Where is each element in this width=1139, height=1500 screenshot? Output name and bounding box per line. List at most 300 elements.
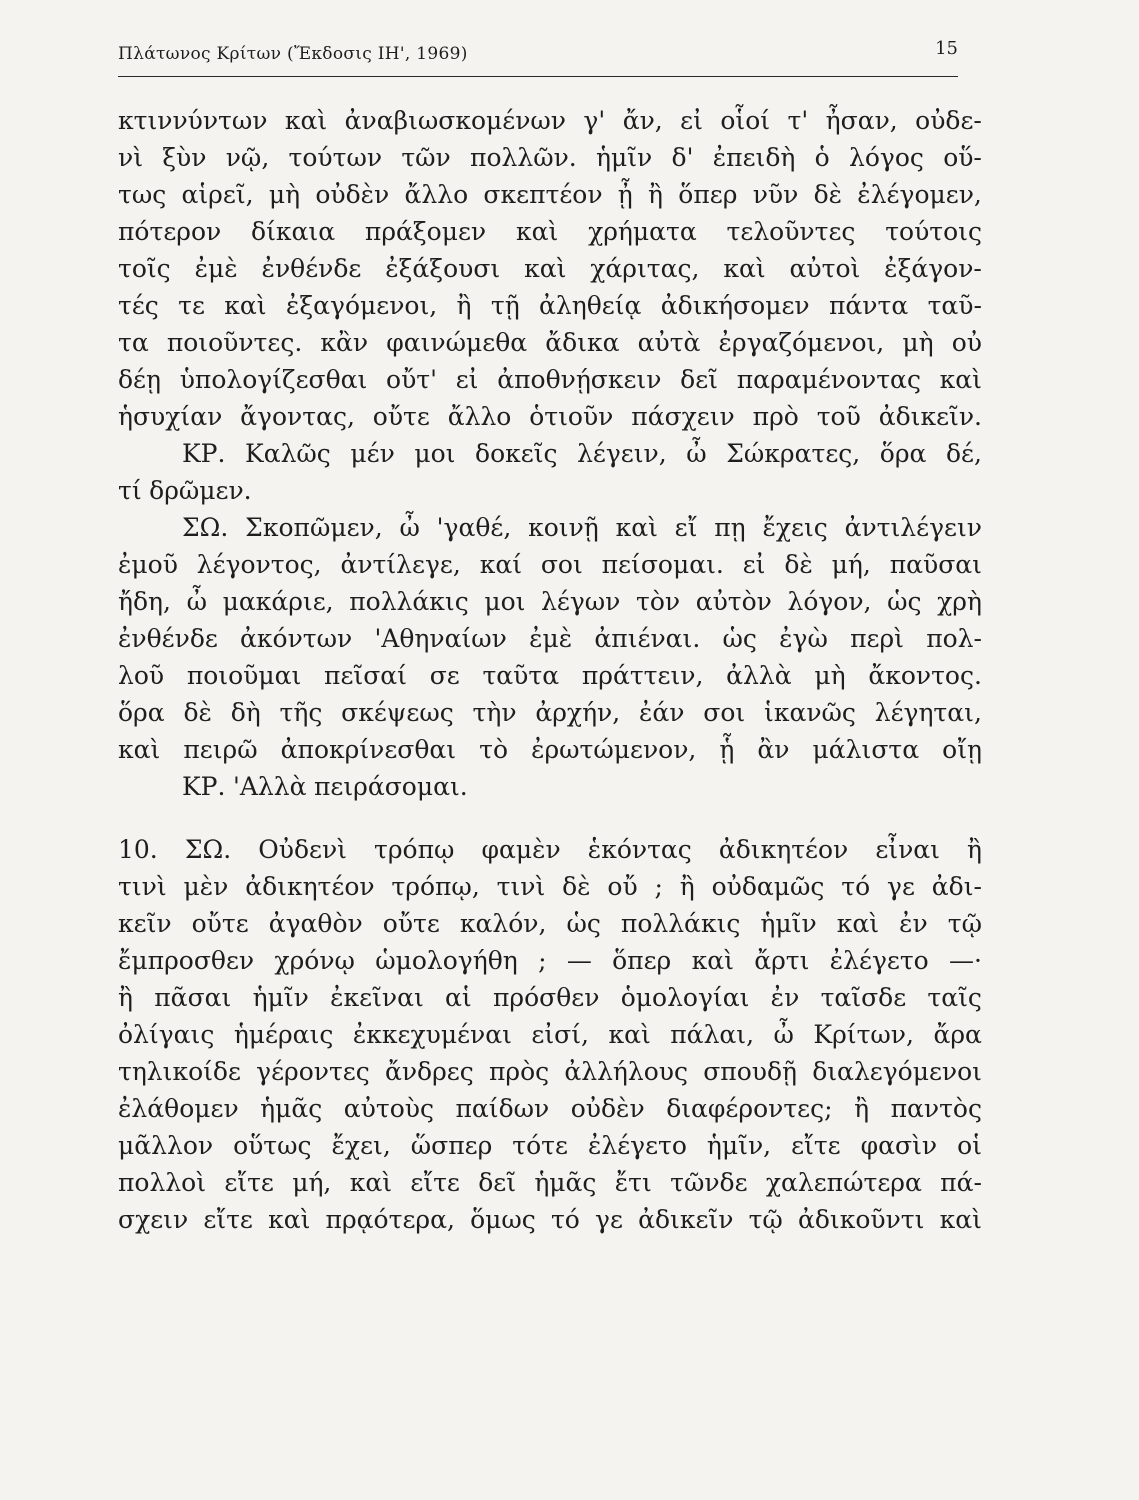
word: ἔχει, [331, 1131, 391, 1160]
text-line [118, 768, 982, 805]
word: ἐκκεχυμέναι [352, 1020, 512, 1049]
word: ΚΡ. [182, 772, 226, 801]
word: ὡμολογήθη [375, 946, 518, 975]
word: δεῖ [680, 365, 718, 394]
word: οὔτ' [386, 365, 437, 394]
word: τῶνδε [670, 1168, 748, 1197]
word: ἀκόντων [240, 624, 353, 653]
word: σχειν [118, 1205, 189, 1234]
word: οὔτε [382, 909, 440, 938]
word: μή, [292, 1168, 332, 1197]
word: αἱ [445, 983, 472, 1012]
word: ἄλλο [404, 180, 469, 209]
word: ὥσπερ [410, 1131, 493, 1160]
word: ἀγαθὸν [268, 909, 363, 938]
word: εἴτε [791, 1131, 841, 1160]
word: χρόνῳ [274, 946, 355, 975]
word: ὅπερ [678, 180, 738, 209]
word: τῷ [748, 1205, 783, 1234]
word: ξὺν [162, 143, 207, 172]
header-rule [118, 76, 958, 77]
word: οὐδὲν [570, 1094, 645, 1123]
word: κτιννύντων [118, 106, 268, 135]
word: τούτων [288, 143, 383, 172]
word: σπουδῇ [703, 1057, 797, 1086]
word: ὅμως [470, 1205, 536, 1234]
word: 10. [118, 835, 158, 864]
paragraph-gap [118, 805, 982, 831]
text-line [118, 731, 982, 768]
text-line [118, 435, 982, 472]
word: ὀλίγαις [118, 1020, 215, 1049]
word: τ' [787, 106, 809, 135]
word: ἐξάγον- [884, 254, 982, 283]
text-line [118, 176, 982, 213]
word: ; [538, 946, 547, 975]
word: ἀρχήν, [535, 698, 621, 727]
word: πᾶσαι [154, 983, 232, 1012]
word: καὶ [118, 735, 161, 764]
word: πότερον [118, 217, 222, 246]
word: διαλεγόμενοι [812, 1057, 982, 1086]
word: εἶναι [875, 835, 940, 864]
word: κἂν [320, 328, 369, 357]
word: ὦ [773, 1020, 794, 1049]
text-line [118, 361, 982, 398]
word: οὕτως [233, 1131, 312, 1160]
word: πάντα [828, 291, 909, 320]
text-line [118, 213, 982, 250]
word: ἐνθένδε [261, 254, 362, 283]
word: Κρίτων, [813, 1020, 914, 1049]
word: φασὶν [860, 1131, 938, 1160]
word: φαμὲν [481, 835, 561, 864]
paragraph [118, 509, 982, 768]
word: σοι [540, 550, 583, 579]
word: ἄκοντος. [868, 661, 982, 690]
word: εἰ [680, 106, 703, 135]
word: 'γαθέ, [436, 513, 512, 542]
word: οἱ [957, 1131, 982, 1160]
word: αὐτοὶ [789, 254, 861, 283]
word: τινὶ [496, 872, 546, 901]
word: τί [118, 476, 142, 505]
word: λόγον, [787, 587, 872, 616]
word: ἀποθνῄσκειν [497, 365, 662, 394]
word: καὶ [284, 106, 328, 135]
word: νῦν [752, 180, 799, 209]
word: ἱκανῶς [764, 698, 856, 727]
text-line [118, 905, 982, 942]
text-line [118, 1090, 982, 1127]
word: δὴ [230, 698, 261, 727]
word: ὁτιοῦν [529, 402, 614, 431]
word: ᾖ [617, 180, 633, 209]
word: καὶ [608, 1020, 651, 1049]
word: τῇ [490, 291, 520, 320]
text-line [118, 250, 982, 287]
word: ποιοῦμαι [186, 661, 302, 690]
word: εἴτε [203, 1205, 253, 1234]
word: ἡμῖν, [706, 1131, 772, 1160]
word: λόγος [849, 143, 924, 172]
word: ΣΩ. [184, 835, 232, 864]
word: τελοῦντες [726, 217, 856, 246]
word: ἡμᾶς [534, 1168, 597, 1197]
word: ἐμὲ [529, 624, 573, 653]
word: ἡμῖν [760, 909, 817, 938]
word: πάσχειν [631, 402, 735, 431]
word: μάλιστα [812, 735, 920, 764]
word: ; [654, 872, 663, 901]
word: καὶ [723, 254, 766, 283]
word: ταῖσδε [820, 983, 907, 1012]
word: σε [429, 661, 460, 690]
word: ἀντιλέγειν [844, 513, 982, 542]
word: ἀδικοῦντι [797, 1205, 925, 1234]
word: ἦσαν, [825, 106, 898, 135]
word: οὐδαμῶς [711, 872, 825, 901]
word: τῷ [947, 909, 982, 938]
word: ὦ [399, 513, 420, 542]
word: ἐργαζόμενοι, [718, 328, 885, 357]
word: καλόν, [459, 909, 547, 938]
word: καὶ [691, 946, 734, 975]
word: πά- [940, 1168, 982, 1197]
word: πειρῶ [183, 735, 258, 764]
word: αὐτοὺς [343, 1094, 434, 1123]
word: αὐτὰ [637, 328, 701, 357]
word: εἰσί, [531, 1020, 589, 1049]
body-text [118, 102, 982, 1238]
word: πεῖσαί [324, 661, 407, 690]
word: οἴῃ [942, 735, 982, 764]
text-line [118, 868, 982, 905]
word: οἷοί [720, 106, 771, 135]
word: πῃ [714, 513, 746, 542]
word: τῆς [279, 698, 323, 727]
word: πρὸς [488, 1057, 550, 1086]
word: γε [887, 872, 915, 901]
word: γε [595, 1205, 623, 1234]
word: ἢ [118, 983, 133, 1012]
word: ἔμπροσθεν [118, 946, 255, 975]
word: τό [841, 872, 871, 901]
word: καὶ [939, 1205, 982, 1234]
word: ἡμῖν [596, 143, 653, 172]
word: παίδων [455, 1094, 550, 1123]
word: καὶ [836, 909, 880, 938]
word: τε [178, 291, 205, 320]
word: λέγηται, [874, 698, 982, 727]
text-line [118, 139, 982, 176]
word: εἰ [742, 550, 766, 579]
word: ὅρα [879, 439, 927, 468]
word: τὸν [635, 587, 681, 616]
word: πολλῶν. [470, 143, 577, 172]
word: ἢ [456, 291, 472, 320]
word: τές [118, 291, 159, 320]
word: κεῖν [118, 909, 172, 938]
word: Σώκρατες, [726, 439, 861, 468]
word: μὲν [183, 872, 229, 901]
word: ὡς [887, 587, 922, 616]
word: — [566, 946, 592, 975]
word: ἀλλὰ [726, 661, 792, 690]
word: ΚΡ. [182, 439, 226, 468]
word: ἡμέραις [233, 1020, 334, 1049]
word: δεῖ [478, 1168, 516, 1197]
word: ὁ [814, 143, 830, 172]
text-line [118, 509, 982, 546]
word: καὶ [268, 1205, 311, 1234]
word: χαλεπώτερα [765, 1168, 922, 1197]
text-line [118, 324, 982, 361]
word: δὲ [813, 180, 843, 209]
word: Οὐδενὶ [258, 835, 347, 864]
word: οὐ [951, 328, 982, 357]
word: ἀλλήλους [564, 1057, 689, 1086]
word: λέγειν, [577, 439, 667, 468]
word: δέῃ [118, 365, 161, 394]
word: νὶ [118, 143, 143, 172]
word: ἔτι [614, 1168, 652, 1197]
text-line [118, 831, 982, 868]
word: ἡμῖν [252, 983, 309, 1012]
word: ἀδι- [931, 872, 982, 901]
word: πράττειν, [581, 661, 704, 690]
text-line [118, 979, 982, 1016]
text-line [118, 583, 982, 620]
word: μοι [484, 587, 526, 616]
word: πρὸ [752, 402, 799, 431]
word: παραμένοντας [736, 365, 921, 394]
word: καὶ [224, 291, 267, 320]
word: ἐξαγόμενοι, [285, 291, 438, 320]
word: πρόσθεν [493, 983, 600, 1012]
word: καὶ [615, 513, 658, 542]
word: ὅπερ [612, 946, 672, 975]
word: ἀντίλεγε, [340, 550, 461, 579]
text-line [118, 942, 982, 979]
text-line [118, 1164, 982, 1201]
word: ἀληθείᾳ [539, 291, 642, 320]
word: δὲ [562, 872, 591, 901]
word: γέροντες [256, 1057, 370, 1086]
word: ἐάν [639, 698, 685, 727]
word: μὴ [902, 328, 934, 357]
word: οὐδὲν [315, 180, 390, 209]
word: ἔχεις [762, 513, 828, 542]
word: ταῖς [927, 983, 982, 1012]
word: ἐπειδὴ [712, 143, 796, 172]
word: ὁμολογίαι [620, 983, 750, 1012]
word: ταῦτα [482, 661, 560, 690]
word: αὐτὸν [695, 587, 772, 616]
word: 'Αθηναίων [374, 624, 507, 653]
word: Σκοπῶμεν, [245, 513, 383, 542]
word: καὶ [349, 1168, 393, 1197]
paragraph [118, 102, 982, 435]
word: ἐξάξουσι [385, 254, 501, 283]
word: ἢ [967, 835, 982, 864]
word: πείσομαι. [601, 550, 724, 579]
word: ἄδικα [545, 328, 620, 357]
word: δὲ [183, 698, 212, 727]
word: ἐρωτώμενον, [531, 735, 697, 764]
word: σκεπτέον [483, 180, 603, 209]
word: τοῦ [816, 402, 861, 431]
word: ποιοῦντες. [166, 328, 303, 357]
word: οὔ [607, 872, 638, 901]
word: ἐμοῦ [118, 550, 178, 579]
word: δοκεῖς [475, 439, 558, 468]
word: χάριτας, [590, 254, 700, 283]
word: εἴ [674, 513, 698, 542]
word: παντὸς [890, 1094, 982, 1123]
word: ἐμὲ [194, 254, 238, 283]
word: χρήματα [588, 217, 697, 246]
word: τινὶ [118, 872, 167, 901]
paragraph [118, 435, 982, 509]
text-line [118, 287, 982, 324]
word: μᾶλλον [118, 1131, 214, 1160]
text-line [118, 1127, 982, 1164]
text-line [118, 1201, 982, 1238]
word: τρόπῳ, [391, 872, 480, 901]
word: ἀδικήσομεν [660, 291, 810, 320]
word: ἀδικητέον [245, 872, 375, 901]
text-line [118, 472, 982, 509]
word: ἐλέγομεν, [857, 180, 982, 209]
page-header [118, 30, 958, 90]
word: τὸ [479, 735, 509, 764]
word: τότε [512, 1131, 568, 1160]
text-line [118, 398, 982, 435]
word: ἐλάθομεν [118, 1094, 239, 1123]
word: γ' [583, 106, 606, 135]
word: ἢ [648, 180, 664, 209]
word: ΣΩ. [182, 513, 229, 542]
word: μή, [831, 550, 871, 579]
word: μοι [414, 439, 456, 468]
word: Καλῶς [245, 439, 331, 468]
word: πράξομεν [364, 217, 487, 246]
word: ἄγοντας, [240, 402, 355, 431]
word: δ' [671, 143, 694, 172]
word: τὴν [472, 698, 517, 727]
word: εἴτε [410, 1168, 460, 1197]
word: ἢ [679, 872, 695, 901]
word: πρᾳότερα, [325, 1205, 455, 1234]
word: οὔτε [191, 909, 249, 938]
word: ὑπολογίζεσθαι [179, 365, 368, 394]
word: καί [479, 550, 522, 579]
word: δὲ [784, 550, 813, 579]
word: ἄν, [622, 106, 663, 135]
word: νῷ, [225, 143, 270, 172]
word: παῦσαι [889, 550, 982, 579]
word: ἤδη, [118, 587, 171, 616]
word: ἢ [854, 1094, 870, 1123]
word: ἐν [899, 909, 928, 938]
word: ἐκεῖναι [330, 983, 424, 1012]
text-line [118, 1053, 982, 1090]
word: πάλαι, [670, 1020, 755, 1049]
word: ἡσυχίαν [118, 402, 223, 431]
text-line [118, 657, 982, 694]
word: ταῦ- [927, 291, 982, 320]
word: ἂν [757, 735, 790, 764]
word: ἀπιέναι. [594, 624, 701, 653]
word: σκέψεως [341, 698, 454, 727]
text-line [118, 1016, 982, 1053]
word: ἄρτι [754, 946, 810, 975]
word: μὴ [814, 661, 846, 690]
text-line [118, 546, 982, 583]
word: καὶ [524, 254, 567, 283]
word: τηλικοίδε [118, 1057, 241, 1086]
word: καὶ [939, 365, 982, 394]
page-number: 15 [935, 38, 958, 59]
word: λέγοντος, [196, 550, 322, 579]
word: τό [550, 1205, 580, 1234]
word: καὶ [515, 217, 559, 246]
word: δρῶμεν. [149, 476, 252, 505]
word: ὅρα [118, 698, 165, 727]
word: λοῦ [118, 661, 165, 690]
word: περὶ [850, 624, 904, 653]
word: ὦ [686, 439, 707, 468]
paragraph [118, 768, 982, 805]
word: ἄρα [933, 1020, 982, 1049]
word: πολλάκις [620, 909, 741, 938]
word: πολλάκις [349, 587, 469, 616]
word: δίκαια [251, 217, 336, 246]
word: ἀδικητέον [718, 835, 849, 864]
word: ἄνδρες [384, 1057, 474, 1086]
word: μέν [350, 439, 395, 468]
word: ἀδικεῖν. [878, 402, 982, 431]
running-head: Πλάτωνος Κρίτων (Ἔκδοσις ΙΗ', 1969) [118, 44, 468, 64]
word: πειράσομαι. [313, 772, 468, 801]
text-line [118, 694, 982, 731]
word: τα [118, 328, 149, 357]
word: πολ- [926, 624, 982, 653]
text-line [118, 102, 982, 139]
word: αἱρεῖ, [181, 180, 254, 209]
word: ἐγὼ [779, 624, 828, 653]
word: μακάριε, [222, 587, 334, 616]
word: λέγων [541, 587, 621, 616]
word: ἐν [770, 983, 800, 1012]
word: ἄλλο [447, 402, 512, 431]
word: φαινώμεθα [386, 328, 528, 357]
word: τως [118, 180, 167, 209]
word: ὡς [566, 909, 601, 938]
word: οὕ- [943, 143, 982, 172]
word: ἀναβιωσκομένων [344, 106, 566, 135]
word: τούτοις [885, 217, 982, 246]
word: εἰ [455, 365, 479, 394]
word: ᾗ [719, 735, 735, 764]
word: ἐλέγετο [587, 1131, 687, 1160]
word: τῶν [401, 143, 451, 172]
word: 'Αλλὰ [232, 772, 307, 801]
word: ἀδικεῖν [638, 1205, 734, 1234]
word: μὴ [268, 180, 301, 209]
word: ὡς [722, 624, 757, 653]
